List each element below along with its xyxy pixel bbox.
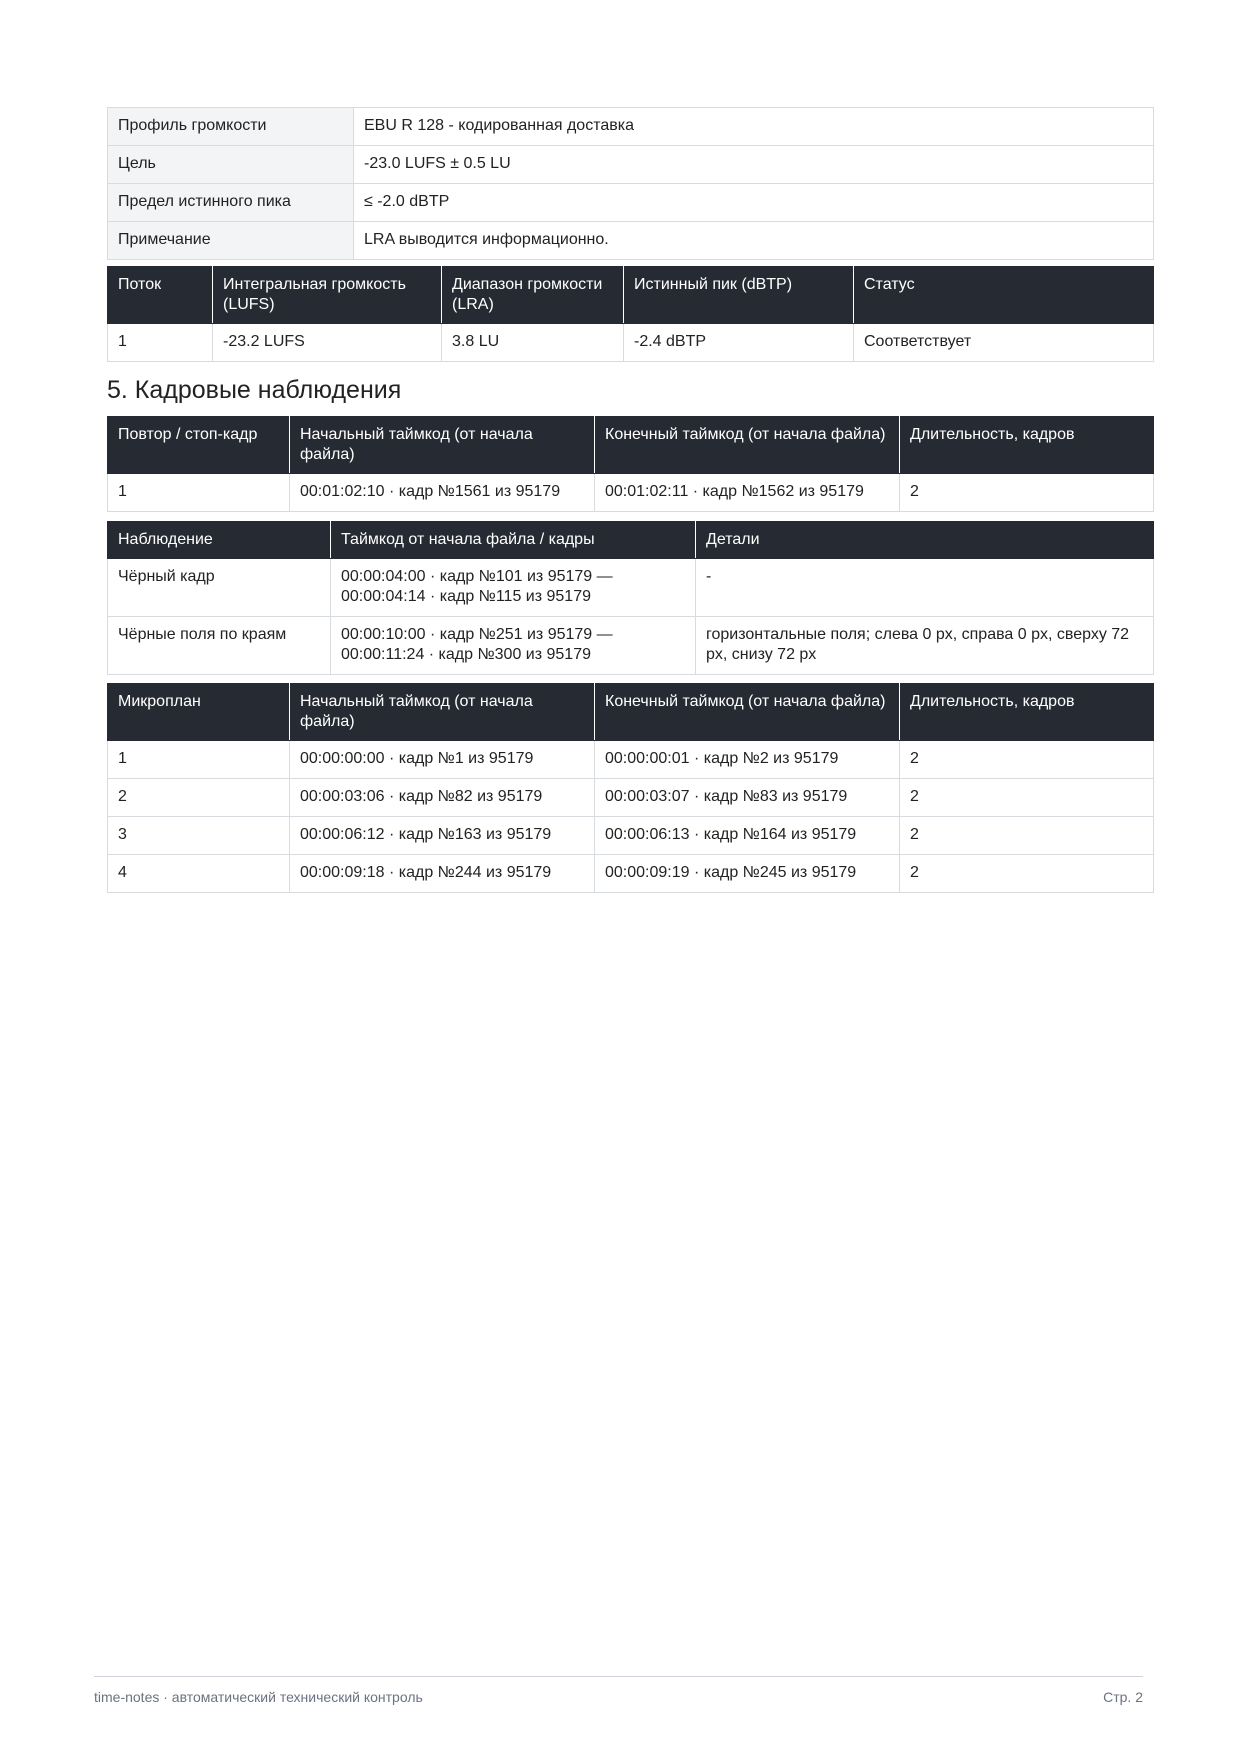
- cell-end-timecode: 00:00:03:07 · кадр №83 из 95179: [595, 779, 900, 817]
- cell-status: Соответствует: [854, 324, 1154, 362]
- column-header: Микроплан: [108, 684, 290, 741]
- cell-start-timecode: 00:00:09:18 · кадр №244 из 95179: [290, 855, 595, 893]
- freeze-frame-table: [107, 416, 1154, 512]
- cell-index: 3: [108, 817, 290, 855]
- cell-start-timecode: 00:01:02:10 · кадр №1561 из 95179: [290, 474, 595, 512]
- column-header: Наблюдение: [108, 522, 331, 559]
- cell-duration: 2: [900, 474, 1154, 512]
- table-row: [108, 474, 1154, 512]
- table-header-row: [108, 684, 1154, 741]
- cell-timecode-range: 00:00:10:00 · кадр №251 из 95179 — 00:00:11:24 · кадр №300 из 95179: [331, 617, 696, 675]
- table-row: [108, 184, 1154, 222]
- loudness-profile-table: [107, 107, 1154, 260]
- cell-details: горизонтальные поля; слева 0 px, справа 0 px, сверху 72 px, снизу 72 px: [696, 617, 1154, 675]
- cell-duration: 2: [900, 855, 1154, 893]
- cell-end-timecode: 00:00:06:13 · кадр №164 из 95179: [595, 817, 900, 855]
- table-row: [108, 108, 1154, 146]
- cell-observation: Чёрный кадр: [108, 559, 331, 617]
- column-header: Детали: [696, 522, 1154, 559]
- cell-end-timecode: 00:00:00:01 · кадр №2 из 95179: [595, 741, 900, 779]
- column-header: Диапазон громкости (LRA): [442, 267, 624, 324]
- cell-duration: 2: [900, 817, 1154, 855]
- cell-end-timecode: 00:01:02:11 · кадр №1562 из 95179: [595, 474, 900, 512]
- cell-index: 4: [108, 855, 290, 893]
- cell-true-peak: -2.4 dBTP: [624, 324, 854, 362]
- column-header: Интегральная громкость (LUFS): [213, 267, 442, 324]
- cell-details: -: [696, 559, 1154, 617]
- column-header: Начальный таймкод (от начала файла): [290, 684, 595, 741]
- table-row: [108, 222, 1154, 260]
- profile-key: Примечание: [108, 222, 354, 260]
- table-header-row: [108, 522, 1154, 559]
- cell-start-timecode: 00:00:00:00 · кадр №1 из 95179: [290, 741, 595, 779]
- cell-lra: 3.8 LU: [442, 324, 624, 362]
- footer-text: time-notes · автоматический технический контроль: [94, 1689, 423, 1705]
- table-header-row: [108, 267, 1154, 324]
- profile-value: -23.0 LUFS ± 0.5 LU: [354, 146, 1154, 184]
- table-row: [108, 779, 1154, 817]
- microplan-table: [107, 683, 1154, 893]
- profile-key: Предел истинного пика: [108, 184, 354, 222]
- cell-duration: 2: [900, 779, 1154, 817]
- column-header: Конечный таймкод (от начала файла): [595, 684, 900, 741]
- cell-stream: 1: [108, 324, 213, 362]
- table-row: [108, 146, 1154, 184]
- cell-integrated: -23.2 LUFS: [213, 324, 442, 362]
- cell-observation: Чёрные поля по краям: [108, 617, 331, 675]
- profile-value: ≤ -2.0 dBTP: [354, 184, 1154, 222]
- cell-index: 1: [108, 741, 290, 779]
- footer-divider: [94, 1676, 1143, 1677]
- cell-index: 2: [108, 779, 290, 817]
- section-title: 5. Кадровые наблюдения: [107, 376, 402, 404]
- column-header: Истинный пик (dBTP): [624, 267, 854, 324]
- observation-table: [107, 521, 1154, 675]
- table-row: [108, 817, 1154, 855]
- column-header: Поток: [108, 267, 213, 324]
- profile-value: LRA выводится информационно.: [354, 222, 1154, 260]
- table-row: [108, 324, 1154, 362]
- page-number: Стр. 2: [1103, 1689, 1143, 1705]
- cell-end-timecode: 00:00:09:19 · кадр №245 из 95179: [595, 855, 900, 893]
- loudness-stream-table: [107, 266, 1154, 362]
- table-row: [108, 741, 1154, 779]
- column-header: Таймкод от начала файла / кадры: [331, 522, 696, 559]
- cell-duration: 2: [900, 741, 1154, 779]
- table-row: [108, 617, 1154, 675]
- column-header: Повтор / стоп-кадр: [108, 417, 290, 474]
- cell-start-timecode: 00:00:03:06 · кадр №82 из 95179: [290, 779, 595, 817]
- profile-key: Профиль громкости: [108, 108, 354, 146]
- cell-timecode-range: 00:00:04:00 · кадр №101 из 95179 — 00:00:04:14 · кадр №115 из 95179: [331, 559, 696, 617]
- column-header: Статус: [854, 267, 1154, 324]
- cell-start-timecode: 00:00:06:12 · кадр №163 из 95179: [290, 817, 595, 855]
- column-header: Длительность, кадров: [900, 417, 1154, 474]
- table-row: [108, 855, 1154, 893]
- profile-key: Цель: [108, 146, 354, 184]
- column-header: Длительность, кадров: [900, 684, 1154, 741]
- column-header: Начальный таймкод (от начала файла): [290, 417, 595, 474]
- column-header: Конечный таймкод (от начала файла): [595, 417, 900, 474]
- cell-index: 1: [108, 474, 290, 512]
- table-row: [108, 559, 1154, 617]
- profile-value: EBU R 128 - кодированная доставка: [354, 108, 1154, 146]
- table-header-row: [108, 417, 1154, 474]
